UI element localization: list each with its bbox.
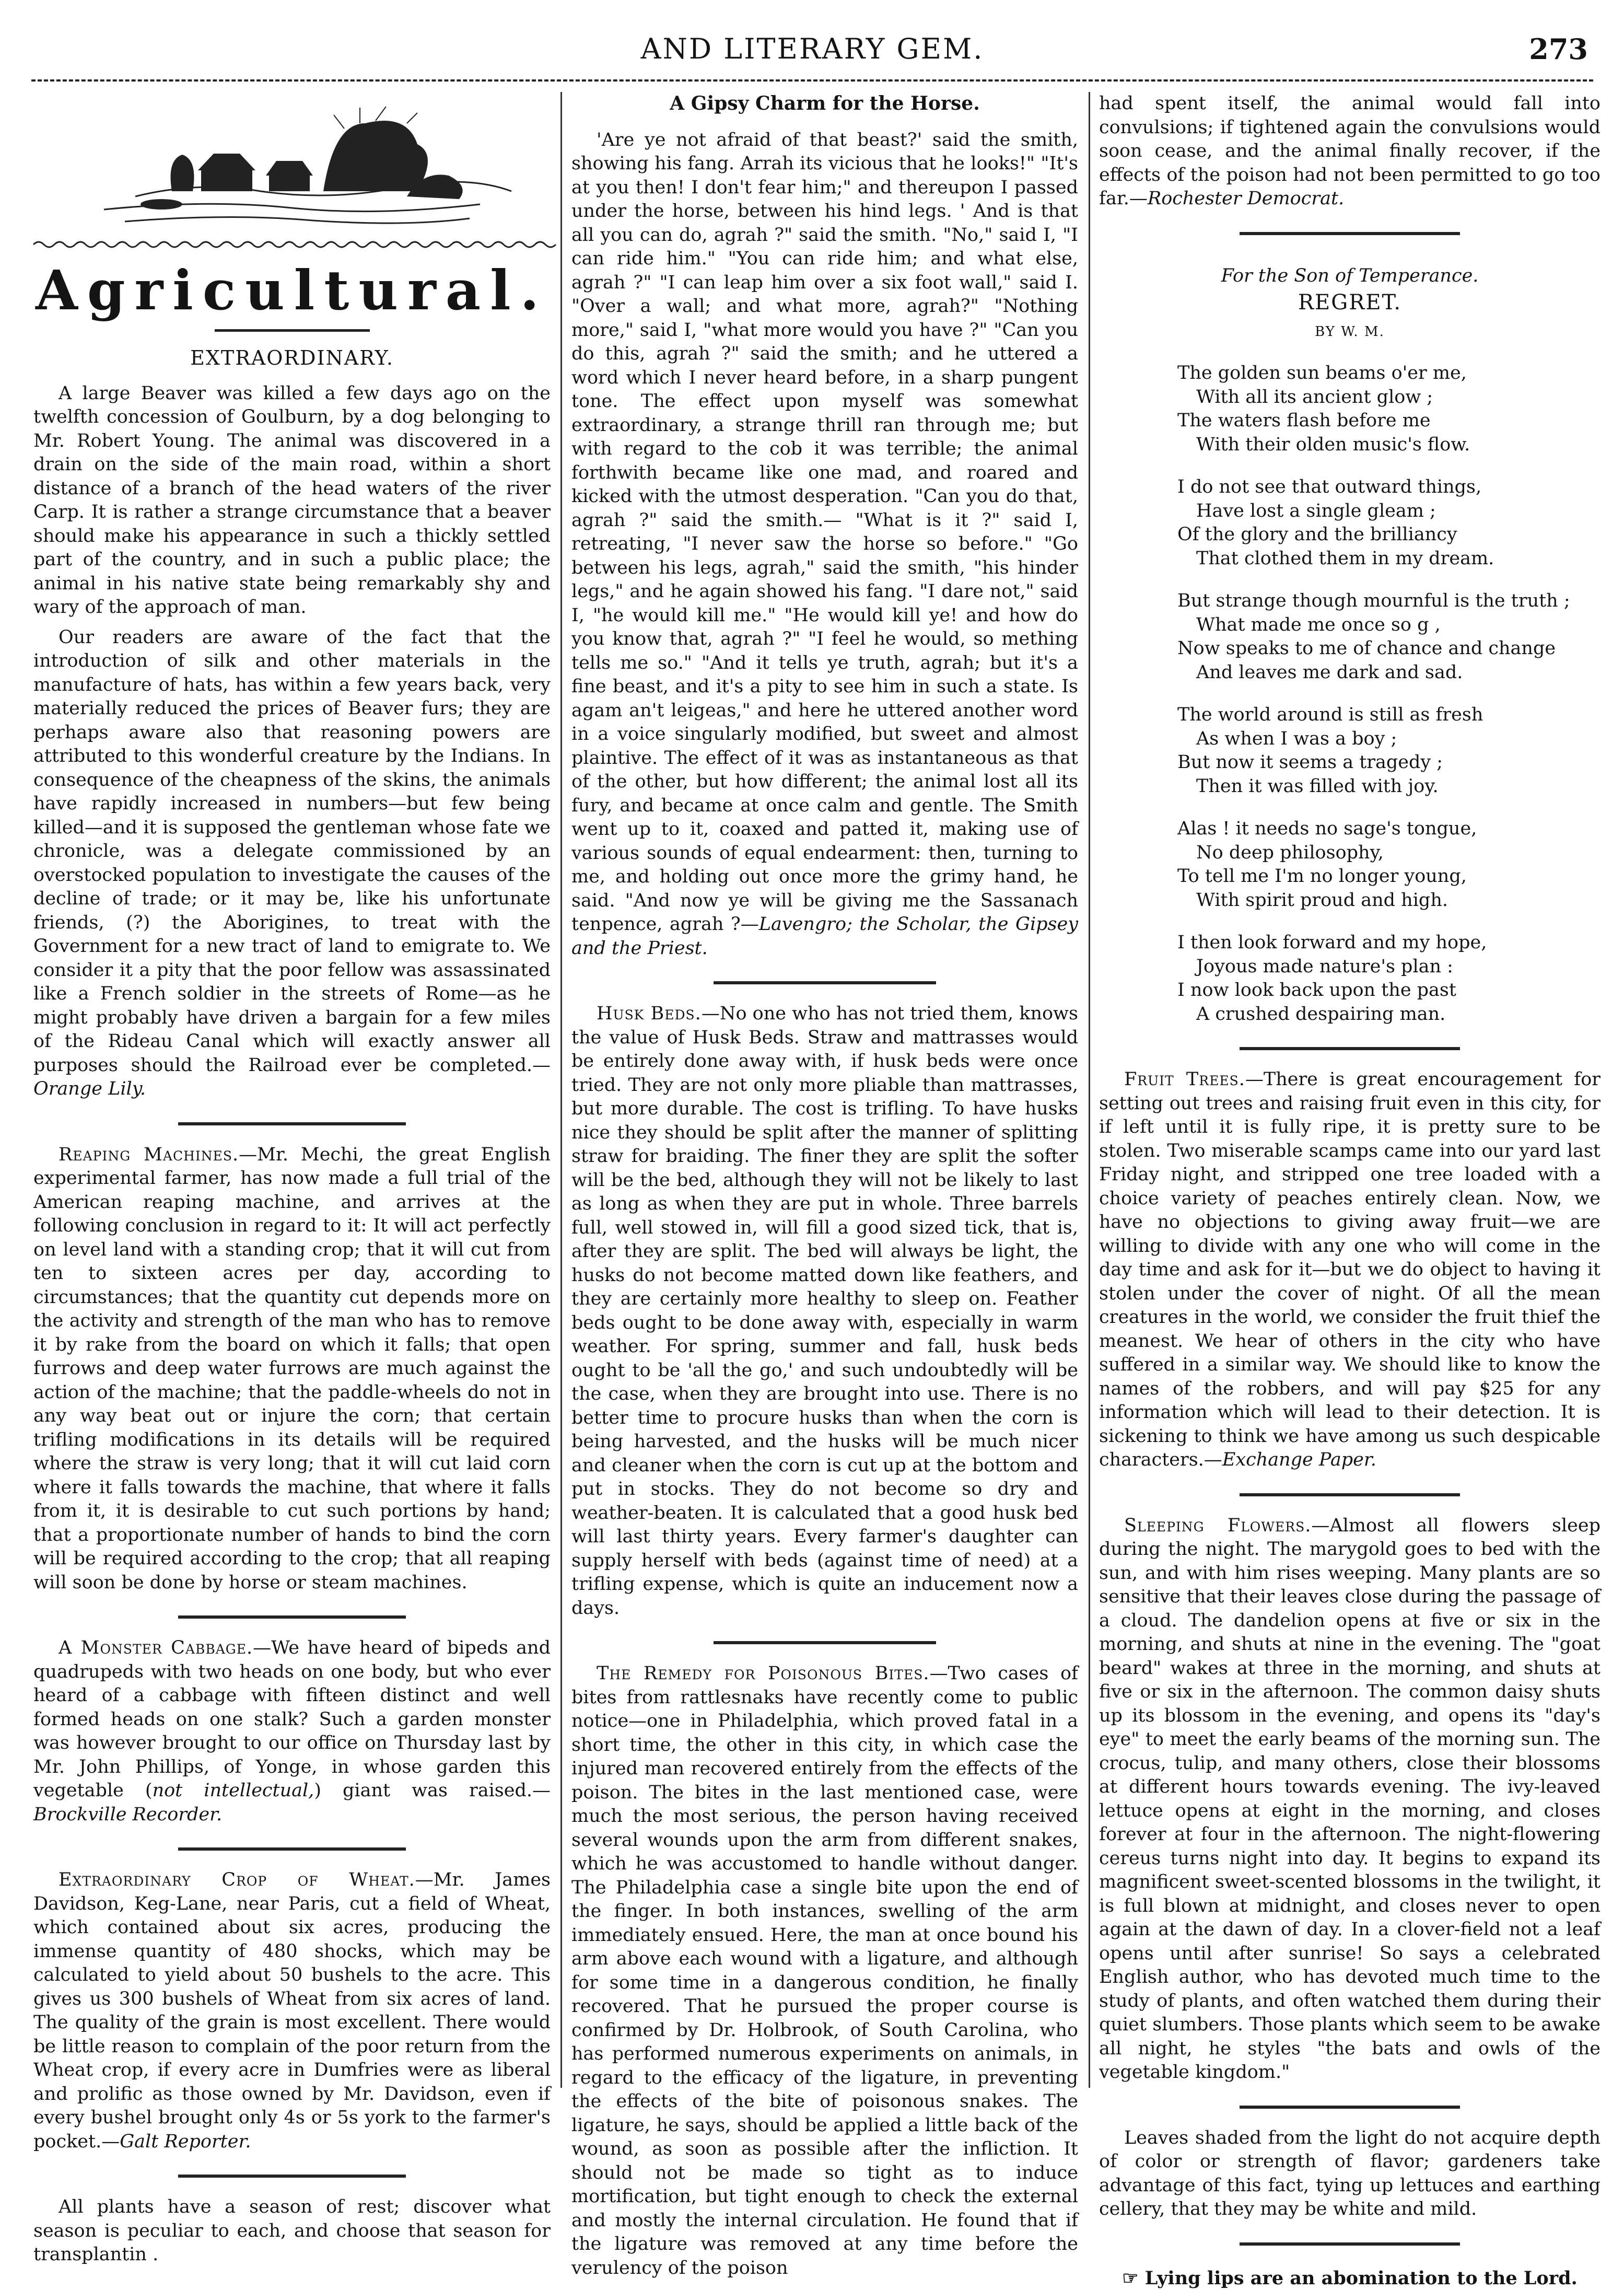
poem-line: A crushed despairing man. (1177, 1003, 1600, 1027)
article-separator (178, 1122, 406, 1125)
article-gipsy-charm: 'Are ye not afraid of that beast?' said the smith, showing his fang. Arrah its vicious that he looks!" "It's at you then! I don't fear him;" and thereupon I passed under the horse, between his hind legs. ' And is that all you can do, agrah ?" said the smith. "No," said I, "I can ride him." "You can ride him; and what else, agrah ?" "I can leap him over a six foot wall," said I. "Over a wall; and what more, agrah?" "Nothing more," said I, "what more would you have ?" "Can you do this, agrah ?" said the smith; and he uttered a word which I never heard before, in a sharp pungent tone. The effect upon myself was somewhat extraordinary, a strange thrill ran through me; but with regard to the cob it was terrible; the animal forthwith became like one mad, and roared and kicked with the utmost desperation. "Can you do that, agrah ?" said the smith.— "What is it ?" said I, retreating, "I never saw the horse so before." "Go between his legs, agrah," said the smith, "his hinder legs," and he again showed his fang. "I dare not," said I, "he would kill me." "He would kill ye! and how do you know that, agrah ?" "I feel he would, so mething tells me so." "And it tells ye truth, agrah; but it's a fine beast, and it's a pity to see him in such a state. Is agam an't leigeas," and here he uttered another word in a voice singularly modified, but sweet and almost plaintive. The effect of it was as instantaneous as that of the other, but how different; the animal lost all its fury, and became at once calm and gentle. The Smith went up to it, coaxed and patted it, making use of various sounds of equal endearment: then, turning to me, and holding out once more the grimy hand, he said. "And now ye will be giving me the Sassanach tenpence, agrah ?—Lavengro; the Scholar, the Gipsey and the Priest. (571, 129, 1078, 961)
article-fruit-trees: Fruit Trees.—There is great encouragement for setting out trees and raising fruit even in this city, for if left until it is fully ripe, it is pretty sure to be stolen. Two miserable scamps came into our yard last Friday night, and stripped one tree loaded with a choice variety of peaches entirely clean. Now, we have no objections to giving away fruit—we are willing to divide with any one who will come in the day time and ask for it—but we do object to having it stolen under the cover of night. Of all the mean creatures in the world, we consider the fruit thief the meanest. We hear of others in the city who have suffered in a similar way. We should like to know the names of the robbers, and will pay $25 for any information which will lead to their detection. It is sickening to think we have among us such despicable characters.—Exchange Paper. (1099, 1068, 1600, 1472)
poem-line: But strange though mournful is the truth ; (1177, 589, 1600, 613)
article-lead: Reaping Machines. (59, 1144, 239, 1165)
poem-line: The golden sun beams o'er me, (1177, 362, 1600, 386)
title-rule (215, 329, 370, 332)
poem-dedication: For the Son of Temperance. (1099, 264, 1600, 288)
poem-line: I now look back upon the past (1177, 979, 1600, 1003)
poem-title: REGRET. (1099, 291, 1600, 315)
poem-stanza (1177, 703, 1600, 798)
article-separator (1240, 2242, 1460, 2246)
article-separator (714, 1641, 937, 1644)
column-divider-left (560, 92, 562, 2088)
poem-body (1099, 362, 1600, 1026)
article-husk-beds: Husk Beds.—No one who has not tried them, knows the value of Husk Beds. Straw and mattrasses would be entirely done away with, if husk beds were once tried. They are not only more pliable than mattrasses, but more durable. The cost is trifling. To have husks nice they should be split after the manner of splitting straw for braiding. The finer they are split the softer will be the bed, although they will not be likely to last as long as when they are put in whole. Three barrels full, well stowed in, will fill a good sized tick, that is, after they are split. The bed will always be light, the husks do not become matted down like feathers, and they are certainly more healthy to sleep on. Feather beds ought to be done away with, especially in warm weather. For spring, summer and fall, husk beds ought to be 'all the go,' and such undoubtedly will be the case, when they are brought into use. There is no better time to procure husks than when the corn is being harvested, and the husks will be much nicer and cleaner when the corn is cut up at the bottom and put in stocks. They do not become so dry and weather-beaten. It is calculated that a good husk bed will last thirty years. Every farmer's daughter can supply herself with beds (against time of need) at a trifling expense, which is quite an inducement now a days. (571, 1002, 1078, 1620)
article-source: Rochester Democrat. (1148, 188, 1344, 209)
article-lead: Husk Beds. (597, 1003, 702, 1024)
pointing-hand-icon: ☞ (1122, 2268, 1145, 2289)
poem-line: With all its ancient glow ; (1177, 386, 1600, 410)
poem-line: I then look forward and my hope, (1177, 931, 1600, 955)
poem-line: I do not see that outward things, (1177, 475, 1600, 499)
poem-line: To tell me I'm no longer young, (1177, 865, 1600, 889)
poem-line: Joyous made nature's plan : (1177, 955, 1600, 979)
article-monster-cabbage: A Monster Cabbage.—We have heard of bipeds and quadrupeds with two heads on one body, but who ever heard of a cabbage with fifteen distinct and well formed heads on one stalk? Such a garden monster was however brought to our office on Thursday last by Mr. John Phillips, of Yonge, in whose garden this vegetable (not intellectual,) giant was raised.—Brockville Recorder. (33, 1636, 551, 1827)
article-paragraph: Our readers are aware of the fact that the introduction of silk and other materials in the manufacture of hats, has within a few years back, very materially reduced the prices of Beaver furs; they are perhaps aware also that reasoning powers are attributed to this wonderful creature by the Indians. In consequence of the cheapness of the skins, the animals have rapidly increased in numbers—but few being killed—and it is supposed the gentleman whose fate we chronicle, was a delegate commissioned by an overstocked population to investigate the causes of the decline of trade; or it may be, like his unfortunate friends, (?) the Aborigines, to treat with the Government for a new tract of land to emigrate to. We consider it a pity that the poor fellow was assassinated like a French soldier in the streets of Rome—as he might probably have driven a bargain for a few miles of the Rideau Canal which will exactly answer all purposes should the Railroad ever be completed.—Orange Lily. (33, 626, 551, 1101)
article-separator (178, 1615, 406, 1619)
poem-stanza (1177, 475, 1600, 571)
article-poisonous-bites: The Remedy for Poisonous Bites.—Two cases of bites from rattlesnaks have recently come to public notice—one in Philadelphia, which proved fatal in a short time, the other in this city, in which case the injured man recovered entirely from the effects of the poison. The bites in the last mentioned case, were much the most serious, the person having received several wounds upon the arm from different snakes, which he was accustomed to handle without danger. The Philadelphia case a single bite upon the end of the finger. In both instances, swelling of the arm immediately ensued. Here, the man at once bound his arm above each wound with a ligature, and although for some time in a dangerous condition, he finally recovered. That he pursued the proper course is confirmed by Dr. Holbrook, of South Carolina, who has performed numerous experiments on animals, in regard to the efficacy of the ligature, in preventing the effects of the bite of poisonous snakes. The ligature, he says, should be applied a little back of the wound, as soon as possible after the infliction. It should not be made so tight as to induce mortification, but tight enough to check the external and mostly the internal circulation. He found that if the ligature was removed at any time before the verulency of the poison (571, 1662, 1078, 2280)
article-source: Lavengro; the Scholar, the Gipsey and the Priest. (571, 914, 1078, 959)
poem-line: Of the glory and the brilliancy (1177, 523, 1600, 547)
article-separator (1240, 1047, 1460, 1050)
section-heading: Agricultural. (33, 259, 551, 322)
header-rule (31, 79, 1593, 82)
article-lead: The Remedy for Poisonous Bites. (597, 1663, 929, 1684)
poem-line: Alas ! it needs no sage's tongue, (1177, 817, 1600, 841)
poem-line: Now speaks to me of chance and change (1177, 637, 1600, 661)
article-poisonous-bites-continued: had spent itself, the animal would fall into convulsions; if tightened again the convulsions would soon cease, and the animal finally recover, if the effects of the poison had not been permitted to go too far.—Rochester Democrat. (1099, 92, 1600, 211)
poem-line: That clothed them in my dream. (1177, 547, 1600, 571)
article-lead: Extraordinary Crop of Wheat. (59, 1869, 415, 1890)
article-separator (1240, 1493, 1460, 1496)
poem-stanza (1177, 589, 1600, 684)
article-paragraph: A large Beaver was killed a few days ago on the twelfth concession of Goulburn, by a dog belonging to Mr. Robert Young. The animal was discovered in a drain on the side of the main road, within a short distance of a branch of the head waters of the river Carp. It is rather a strange circumstance that a beaver should make his appearance in such a thickly settled part of the country, and in such a public place; the animal in his native state being remarkably shy and wary of the approach of man. (33, 382, 551, 620)
article-source: Exchange Paper. (1222, 1449, 1376, 1470)
poem-line: But now it seems a tragedy ; (1177, 751, 1600, 775)
farm-vignette-illustration (41, 92, 543, 233)
article-source: Galt Reporter. (120, 2131, 251, 2152)
column-3 (1099, 92, 1600, 2088)
proverb-line: ☞ Lying lips are an abomination to the Lord. (1099, 2266, 1600, 2290)
column-divider-right (1089, 92, 1090, 2088)
poem-stanza (1177, 931, 1600, 1026)
poem-line: No deep philosophy, (1177, 841, 1600, 865)
page-number: 273 (1529, 32, 1588, 66)
article-separator (714, 981, 937, 984)
poem-line: As when I was a boy ; (1177, 727, 1600, 751)
article-lead: A Monster Cabbage. (59, 1637, 253, 1658)
article-sleeping-flowers: Sleeping Flowers.—Almost all flowers sleep during the night. The marygold goes to bed with the sun, and with him rises weeping. Many plants are so sensitive that their leaves close during the passage of a cloud. The dandelion opens at five or six in the morning, and shuts at nine in the evening. The "goat beard" wakes at three in the morning, and shuts at five or six in the afternoon. The common daisy shuts up its blossom in the evening, and opens its "day's eye" to meet the early beams of the morning sun. The crocus, tulip, and many others, close their blossoms at different hours towards evening. The ivy-leaved lettuce opens at eight in the morning, and closes forever at four in the afternoon. The night-flowering cereus turns night into day. It begins to expand its magnificent sweet-scented blossoms in the twilight, it is full blown at midnight, and closes never to open again at the dawn of day. In a clover-field not a leaf opens until after sunrise! So says a celebrated English author, who has devoted much time to the study of plants, and often watched them during their quiet slumbers. Those plants which seem to be awake all night, he styles "the bats and owls of the vegetable kingdom." (1099, 1514, 1600, 2085)
article-separator (178, 2175, 406, 2178)
article-lead: Sleeping Flowers. (1124, 1515, 1311, 1536)
article-leaves-shaded: Leaves shaded from the light do not acquire depth of color or strength of flavor; gardeners take advantage of this fact, tying up lettuces and earthing cellery, that they may be white and mild. (1099, 2126, 1600, 2222)
poem-stanza (1177, 362, 1600, 457)
article-lead: Fruit Trees. (1124, 1069, 1245, 1090)
poem-line: The world around is still as fresh (1177, 703, 1600, 727)
article-source: Brockville Recorder. (33, 1804, 222, 1825)
poem-line: And leaves me dark and sad. (1177, 661, 1600, 685)
article-plants-rest: All plants have a season of rest; discover what season is peculiar to each, and choose that season for transplantin . (33, 2195, 551, 2267)
running-title: AND LITERARY GEM. (31, 32, 1593, 65)
poem-line: What made me once so g , (1177, 613, 1600, 637)
article-separator (1240, 2106, 1460, 2109)
article-title-gipsy-charm: A Gipsy Charm for the Horse. (571, 92, 1078, 116)
article-separator (1240, 232, 1460, 235)
wavy-ornament-rule (33, 238, 551, 251)
article-reaping-machines: Reaping Machines.—Mr. Mechi, the great English experimental farmer, has now made a full trial of the American reaping machine, and arrives at the following conclusion in regard to it: It will act perfectly on level land with a standing crop; that it will cut from ten to sixteen acres per day, according to circumstances; that the quantity cut depends more on the activity and strength of the man who has to remove it by rake from the board on which it falls; that open furrows and deep water furrows are much against the action of the machine; that the paddle-wheels do not in any way beat out or injure the corn; that certain trifling modifications in its details will be required where the straw is very long; that it will cut laid corn where it falls towards the machine, that where it falls from it, it is desirable to cut such portions by hand; that a proportionate number of hands to bind the corn will be required according to the crop; that all reaping will soon be done by horse or steam machines. (33, 1143, 551, 1595)
poem-author: BY W. M. (1099, 320, 1600, 344)
column-1 (33, 92, 551, 2088)
poem-line: Have lost a single gleam ; (1177, 499, 1600, 524)
article-separator (178, 1847, 406, 1851)
poem-line: Then it was filled with joy. (1177, 775, 1600, 799)
column-2 (571, 92, 1078, 2088)
article-crop-of-wheat: Extraordinary Crop of Wheat.—Mr. James Davidson, Keg-Lane, near Paris, cut a field of Wheat, which contained about six acres, producing the immense quantity of 480 shocks, which may be calculated to yield about 50 bushels to the acre. This gives us 300 bushels of Wheat from six acres of land. The quality of the grain is most excellent. There would be little reason to complain of the poor return from the Wheat crop, if every acre in Dumfries were as liberal and prolific as those owned by Mr. Davidson, even if every bushel brought only 4s or 5s york to the farmer's pocket.—Galt Reporter. (33, 1868, 551, 2154)
poem-stanza (1177, 817, 1600, 912)
page-header (31, 32, 1593, 74)
article-source: Orange Lily. (33, 1078, 146, 1099)
poem-line: With spirit proud and high. (1177, 889, 1600, 913)
poem-line: The waters flash before me (1177, 409, 1600, 433)
article-title-extraordinary: EXTRAORDINARY. (33, 346, 551, 370)
poem-line: With their olden music's flow. (1177, 433, 1600, 457)
